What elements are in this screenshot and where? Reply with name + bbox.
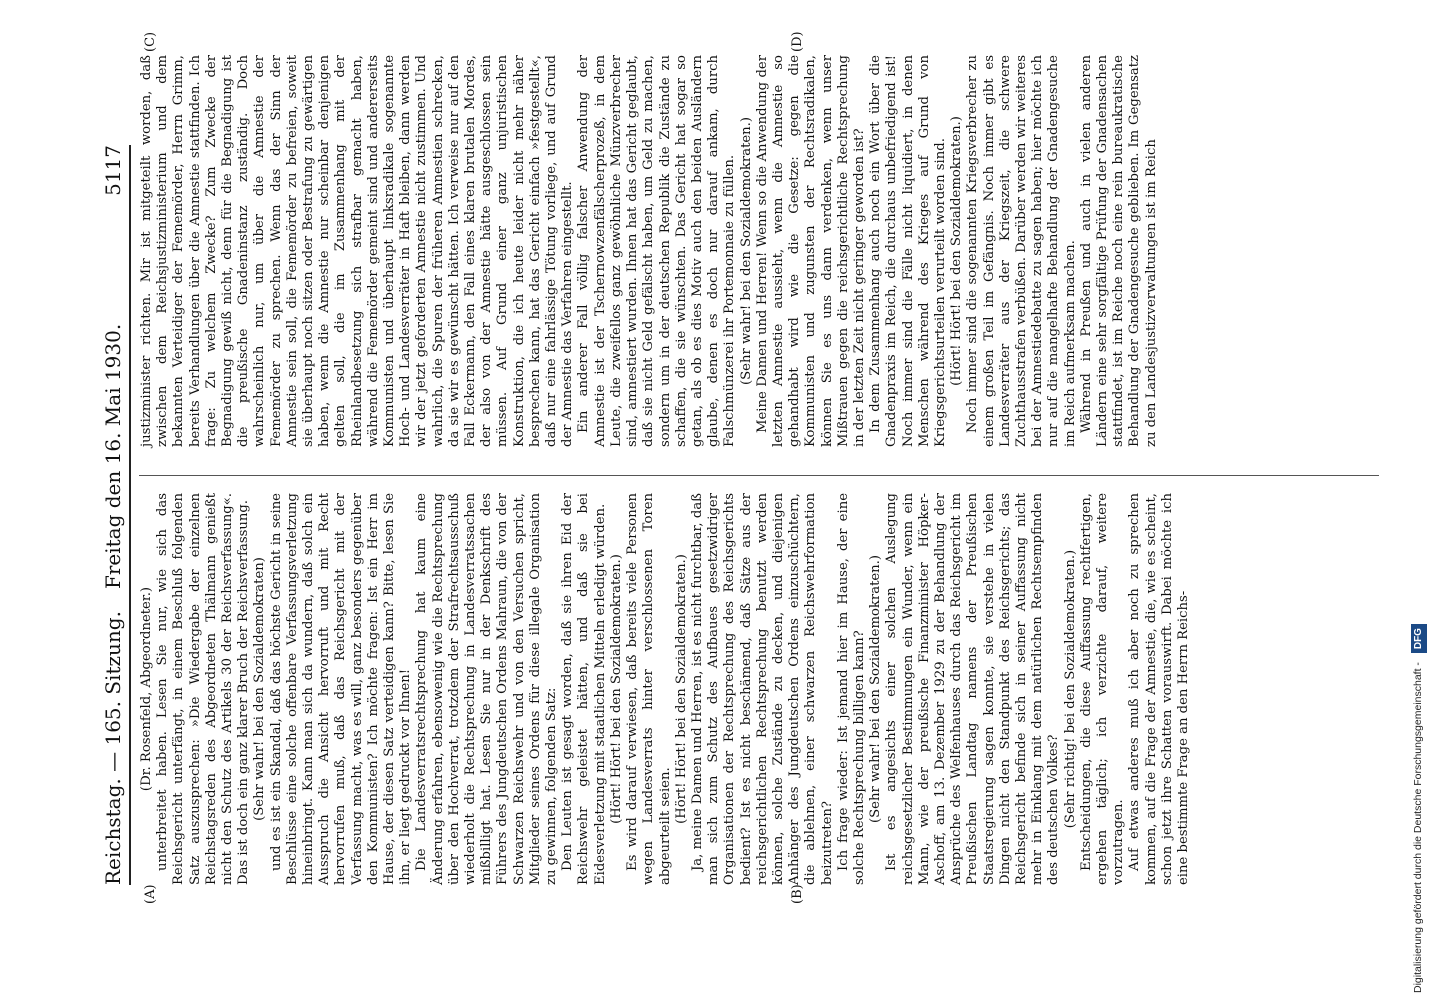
paragraph: (Hört! Hört! bei den Sozialdemokraten.) (673, 554, 689, 824)
paragraph: Meine Damen und Herren! Wenn so die Anwendung der letzten Amnestie aussieht, wenn die Amnestie so gehandhabt wird wie die Gesetze: gegen die Kommunisten und zugunsten der Rechtsradikalen, können Sie es uns dann verdenken, wenn unser Mißtrauen gegen die reichsgerichtliche Rechtsprechung in der letzten Zeit nicht geringer geworden ist? (754, 55, 867, 447)
digitization-credit (1406, 8, 1432, 993)
paragraph: (Sehr wahr! bei den Sozialdemokraten.) (868, 555, 884, 823)
column-divider (139, 475, 1379, 476)
paragraph: Auf etwas anderes muß ich aber noch zu sprechen kommen, auf die Frage der Amnestie, die, wie es scheint, schon jetzt ihre Schatten vorauswirft. Dabei möchte ich eine bestimmte Frage an den Herrn Reichs- (1127, 493, 1191, 885)
margin-marker-c: (C) (143, 31, 158, 52)
paragraph: Während in Preußen und auch in vielen anderen Ländern eine sehr sorgfältige Prüfung der Gnadensachen stattfindet, ist im Reiche noch eine rein bureaukratische Behandlung der Gnadengesuche geblieben. Im Gegensatz zu den Landesjustizverwaltungen ist im Reich (1078, 55, 1159, 447)
paragraph: Entscheidungen, die diese Auffassung rechtfertigen, ergehen täglich; ich verzichte darauf, weitere vorzutragen. (1078, 493, 1127, 885)
paragraph: (Sehr wahr! bei den Sozialdemokraten) (252, 557, 268, 821)
paragraph: Den Leuten ist gesagt worden, daß sie ihren Eid der Reichswehr geleistet hätten, und daß sie bei Eidesverletzung mit staatlichen Mitteln erledigt würden. (560, 493, 608, 885)
paragraph: Es wird darauf verwiesen, daß bereits viele Personen wegen Landesverrats hinter verschlossenen Toren abgeurteilt seien. (625, 493, 673, 885)
header-left: Reichstag. — 165. Sitzung. (101, 611, 125, 885)
page-number: 5117 (101, 145, 125, 196)
header-date: Freitag den 16. Mai 1930. (101, 323, 125, 590)
paragraph: (Sehr richtig! bei den Sozialdemokraten.) (1062, 549, 1078, 829)
paragraph: Ein anderer Fall völlig falscher Anwendung der Amnestie ist der Tschernowzenfälscherprozeß, in dem Leute, die zweifellos ganz gewöhnliche Münzverbrecher sind, amnestiert wurden. Ihnen hat das Gericht geglaubt, daß sie nicht Geld gefälscht haben, um Geld zu machen, sondern um in der deutschen Republik die Zustände zu schaffen, die sie wünschten. Das Gericht hat sogar so getan, als ob es dies Motiv auch den beiden Ausländern glaube, denen es doch nur darauf ankam, durch Falschmünzerei ihr Portemonnaie zu füllen. (576, 55, 738, 447)
paragraph: (Sehr wahr! bei den Sozialdemokraten.) (738, 117, 754, 385)
header-rule (129, 145, 131, 885)
rotated-page (85, 0, 1434, 1000)
paragraph: Ist es angesichts einer solchen Auslegung reichsgesetzlicher Bestimmungen ein Wunder, wenn ein Mann, wie der preußische Finanzminister Höpker-Aschoff, am 13. Dezember 1929 zu der Behandlung der Ansprüche des Welfenhauses durch das Reichsgericht im Preußischen Landtag namens der Preußischen Staatsregierung sagen konnte, sie verstehe in vielen Dingen nicht den Standpunkt des Reichsgerichts; das Reichsgericht befinde sich in seiner Auffassung nicht mehr in Einklang mit dem natürlichen Rechtsempfinden des deutschen Volkes? (884, 493, 1062, 885)
paragraph: (Hört! Hört! bei den Sozialdemokraten.) (608, 554, 624, 824)
paragraph: und es ist ein Skandal, daß das höchste Gericht in seine Beschlüsse eine solche offenbare Verfassungsverletzung hineinbringt. Kann man sich da wundern, daß solch ein Ausspruch die Ansicht hervorruft und mit Recht hervorrufen muß, daß das Reichsgericht mit der Verfassung macht, was es will, ganz besonders gegenüber den Kommunisten? Ich möchte fragen: Ist ein Herr im Hause, der diesen Satz verteidigen kann? Bitte, lesen Sie ihn, er liegt gedruckt vor Ihnen! (268, 493, 414, 885)
margin-marker-b: (B) (790, 884, 805, 904)
paragraph: Noch immer sind die sogenannten Kriegsverbrecher zu einem großen Teil im Gefängnis. Noch immer gibt es Landesverräter aus der Kriegszeit, die schwere Zuchthausstrafen verbüßen. Darüber werden wir weiteres bei der Amnestiedebatte zu sagen haben; hier möchte ich nur auf die mangelhafte Behandlung der Gnadengesuche im Reich aufmerksam machen. (965, 55, 1078, 447)
text-column-right (139, 55, 1160, 447)
paragraph: Die Landesverratsrechtsprechung hat kaum eine Änderung erfahren, ebensowenig wie die Rechtsprechung über den Hochverrat, trotzdem der Strafrechtsausschuß wiederholt die Rechtsprechung in Landesverratssachen mißbilligt hat. Lesen Sie nur in der Denkschrift des Führers des Jungdeutschen Ordens Mahraun, die von der Schwarzen Reichswehr und von den Versuchen spricht, Mitglieder seines Ordens für diese illegale Organisation zu gewinnen, folgenden Satz: (414, 493, 560, 885)
paragraph: Ja, meine Damen und Herren, ist es nicht furchtbar, daß man sich zum Schutz des Aufbaues gesetzwidriger Organisationen der Rechtsprechung des Reichsgerichts bedient? Ist es nicht beschämend, daß Sätze aus der reichsgerichtlichen Rechtsprechung benutzt werden können, solche Zustände zu decken, und diejenigen Anhänger des Jungdeutschen Ordens einzuschüchtern, die ablehnen, einer schwarzen Reichswehrformation beizutreten? (689, 493, 835, 885)
paragraph: unterbreitet haben. Lesen Sie nur, wie sich das Reichsgericht unterfängt, in einem Beschluß folgenden Satz auszusprechen: »Die Wiedergabe der einzelnen Reichstagsreden des Abgeordneten Thälmann genießt nicht den Schutz des Artikels 30 der Reichsverfassung«. Das ist doch ein ganz klarer Bruch der Reichsverfassung. (155, 493, 252, 885)
dfg-logo: DFG (1411, 624, 1427, 653)
page-header (85, 145, 125, 885)
paragraph: (Hört! Hört! bei den Sozialdemokraten.) (949, 116, 965, 386)
text-column-left (139, 493, 1192, 885)
paragraph: In dem Zusammenhang auch noch ein Wort über die Gnadenpraxis im Reich, die durchaus unbefriedigend ist! Noch immer sind die Fälle nicht liquidiert, in denen Menschen während des Krieges auf Grund von Kriegsgerichtsurteilen verurteilt worden sind. (868, 55, 948, 447)
credit-text: Digitalisierung gefördert durch die Deutsche Forschungsgemeinschaft - (1412, 662, 1424, 993)
margin-marker-d: (D) (790, 31, 805, 52)
paragraph: justizminister richten. Mir ist mitgeteilt worden, daß zwischen dem Reichsjustizministerium und dem bekannten Verteidiger der Fememörder, Herrn Grimm, bereits Verhandlungen über die Amnestie stattfinden. Ich frage: Zu welchem Zwecke? Zum Zwecke der Begnadigung gewiß nicht, denn für die Begnadigung ist die preußische Gnadeninstanz zuständig. Doch wahrscheinlich nur, um über die Amnestie der Fememörder zu sprechen. Wenn das der Sinn der Amnestie sein soll, die Fememörder zu befreien, soweit sie überhaupt noch sitzen oder Bestrafung zu gewärtigen haben, wenn die Amnestie nur scheinbar denjenigen gelten soll, die im Zusammenhang mit der Rheinlandbesetzung sich strafbar gemacht haben, während die Fememörder gemeint sind und andererseits Kommunisten und überhaupt linksradikale sogenannte Hoch- und Landesverräter in Haft bleiben, dann werden wir der jetzt geforderten Amnestie nicht zustimmen. Und wahrlich, die Spuren der früheren Amnestien schrecken, da sie wir es gewünscht hätten. Ich verweise nur auf den Fall Eckermann, den Fall eines klaren brutalen Mordes, der also von der Amnestie hätte ausgeschlossen sein müssen. Auf Grund einer ganz unjuristischen Konstruktion, die ich heute leider nicht mehr näher besprechen kann, hat das Gericht einfach »festgestellt«, daß nur eine fahrlässige Tötung vorliege, und auf Grund der Amnestie das Verfahren eingestellt. (139, 55, 576, 447)
paragraph: Ich frage wieder: Ist jemand hier im Hause, der eine solche Rechtsprechung billigen kann? (835, 493, 867, 885)
margin-marker-a: (A) (143, 884, 158, 904)
paragraph: (Dr. Rosenfeld, Abgeordneter.) (139, 586, 154, 792)
